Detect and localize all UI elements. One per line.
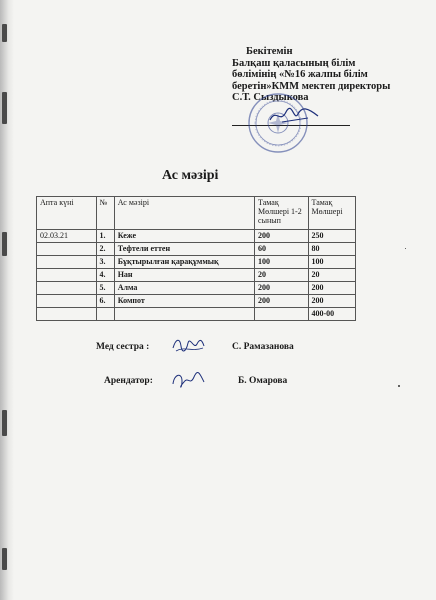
table-header-row [37,197,356,230]
empty-cell [37,256,97,269]
nurse-role-label: Мед сестра : [96,342,150,352]
portion: 200 [308,282,355,295]
table-total-row [37,308,356,321]
total-cell: 400-00 [308,308,355,321]
tenant-name: Б. Омарова [238,376,288,386]
nurse-signature [170,334,206,356]
empty-cell [114,308,254,321]
portion: 250 [308,230,355,243]
dish-name: Компот [114,295,254,308]
dish-name: Бұқтырылған қарақұммық [114,256,254,269]
row-number: 6. [96,295,114,308]
empty-cell [37,282,97,295]
portion: 20 [308,269,355,282]
approval-director: С.Т. Сыздыкова [232,92,309,103]
dish-name: Нан [114,269,254,282]
empty-cell [37,295,97,308]
portion: 200 [308,295,355,308]
approval-organization: Балқаш қаласының білім бөлімінің «№16 жалпы білім беретін»КММ мектеп директоры [232,57,391,92]
empty-cell [37,269,97,282]
date-cell: 02.03.21 [37,230,97,243]
empty-cell [255,308,309,321]
scan-speck [405,248,406,249]
table-row [37,269,356,282]
document-title: Ас мәзірі [162,168,219,183]
empty-cell [37,308,97,321]
portion: 100 [308,256,355,269]
row-number: 1. [96,230,114,243]
table-row [37,256,356,269]
empty-cell [37,243,97,256]
row-number: 5. [96,282,114,295]
binder-hole-mark [2,548,7,570]
portion: 80 [308,243,355,256]
scan-edge-shadow [0,0,14,600]
tenant-signature [170,368,206,390]
portion-1-2: 100 [255,256,309,269]
table-row [37,230,356,243]
header-cell-portion: Тамақ Мөлшері [308,197,355,230]
row-number: 4. [96,269,114,282]
portion-1-2: 200 [255,282,309,295]
dish-name: Тефтели еттен [114,243,254,256]
binder-hole-mark [2,232,7,256]
dish-name: Алма [114,282,254,295]
nurse-name: С. Рамазанова [232,342,294,352]
table-row [37,243,356,256]
portion-1-2: 60 [255,243,309,256]
portion-1-2: 200 [255,295,309,308]
header-cell-day: Апта күні [37,197,97,230]
menu-table [36,196,356,321]
row-number: 2. [96,243,114,256]
dish-name: Кеже [114,230,254,243]
binder-hole-mark [2,24,7,42]
tenant-role-label: Арендатор: [104,376,153,386]
director-signature [268,104,320,126]
scan-speck [398,385,400,387]
binder-hole-mark [2,92,7,124]
table-row [37,282,356,295]
header-cell-portion-1-2: Тамақ Мөлшері 1-2 сынып [255,197,309,230]
table-row [37,295,356,308]
approval-title: Бекітемін [246,46,293,57]
portion-1-2: 200 [255,230,309,243]
portion-1-2: 20 [255,269,309,282]
header-cell-menu: Ас мәзірі [114,197,254,230]
binder-hole-mark [2,410,7,436]
empty-cell [96,308,114,321]
header-cell-number: № [96,197,114,230]
row-number: 3. [96,256,114,269]
